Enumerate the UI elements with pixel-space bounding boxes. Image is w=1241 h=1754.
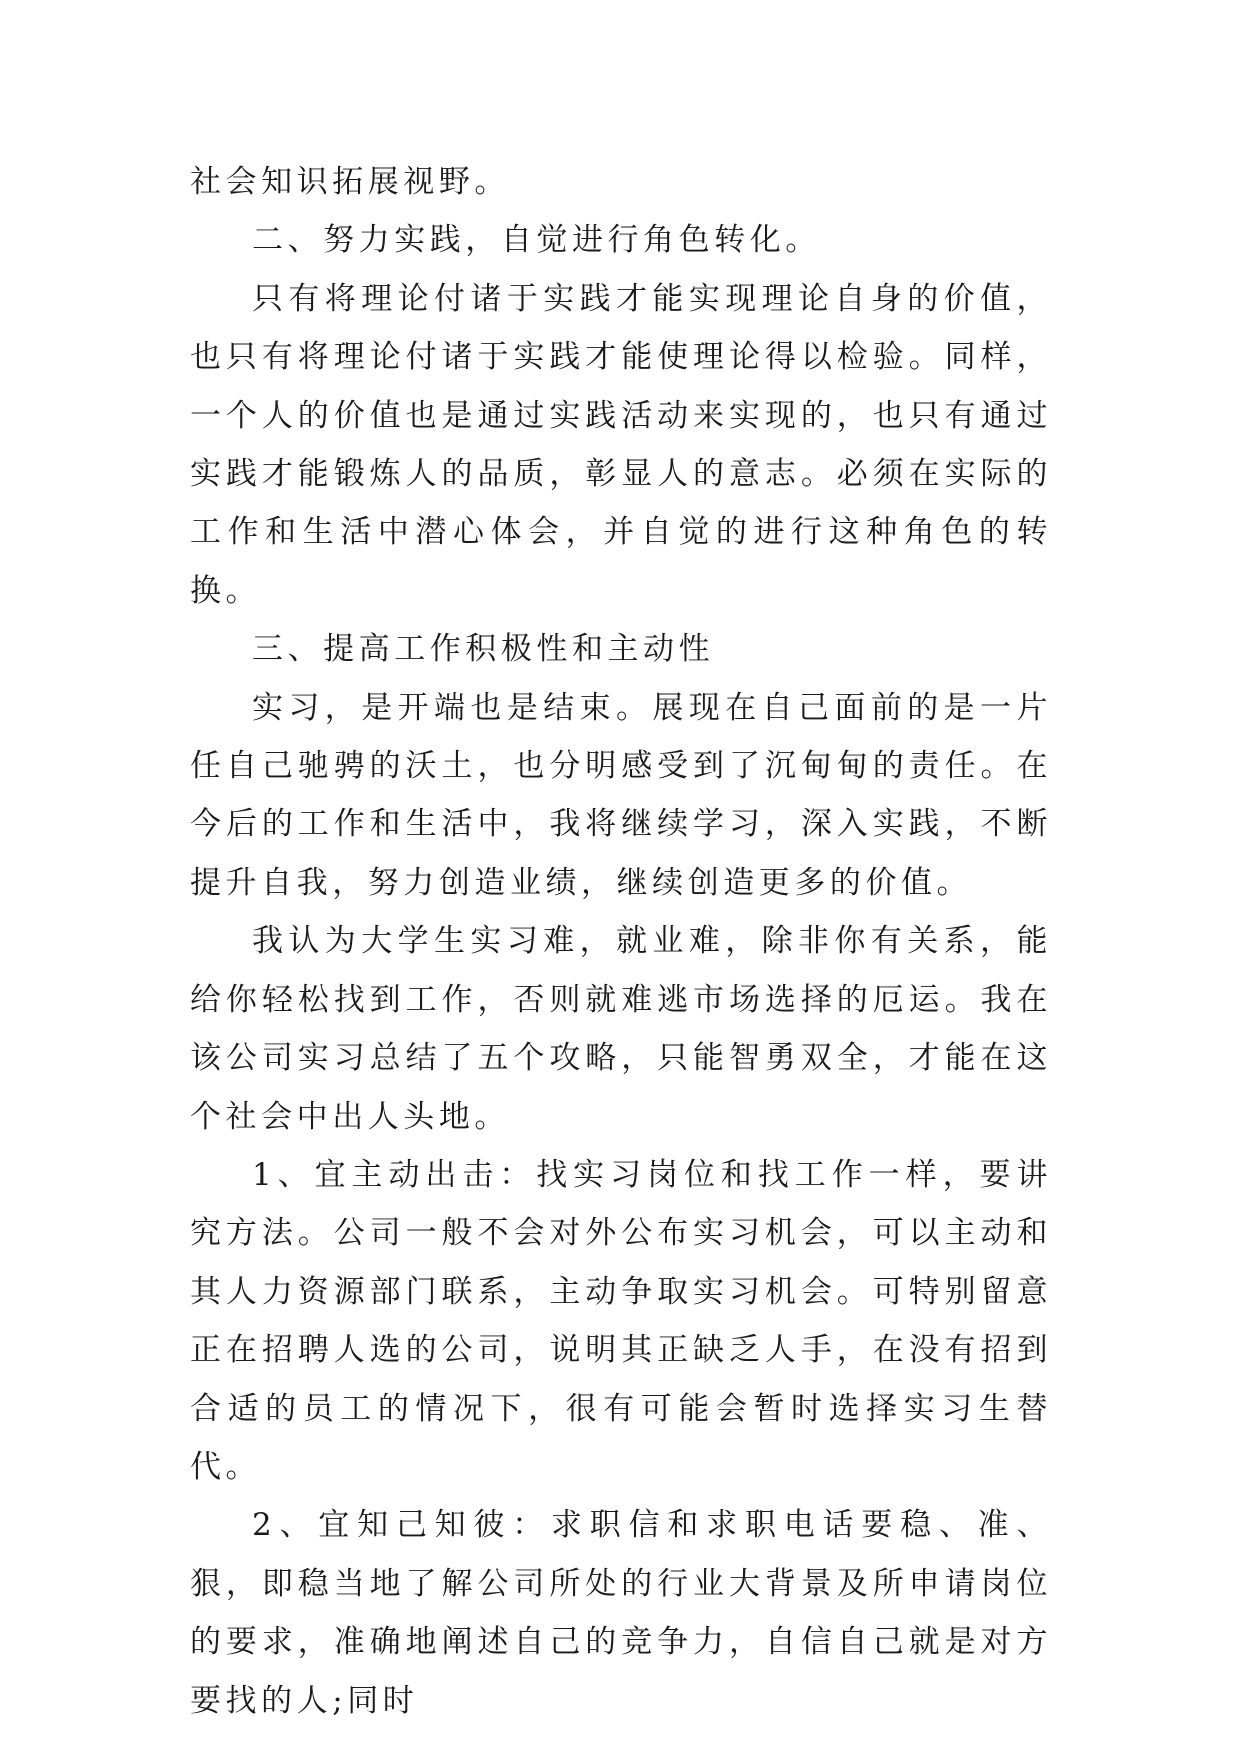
section-heading-3: 三、提高工作积极性和主动性 bbox=[252, 631, 715, 668]
paragraph-strategies-intro: 我认为大学生实习难，就业难，除非你有关系，能给你轻松找到工作，否则就难逃市场选择的厄运。我在该公司实习总结了五个攻略，只能智勇双全，才能在这个社会中出人头地。 bbox=[190, 923, 1052, 1135]
paragraph-strategy-1: 1、宜主动出击：找实习岗位和找工作一样，要讲究方法。公司一般不会对外公布实习机会，可以主动和其人力资源部门联系，主动争取实习机会。可特别留意正在招聘人选的公司，说明其正缺乏人手，在没有招到合适的员工的情况下，很有可能会暂时选择实习生替代。 bbox=[190, 1156, 1052, 1485]
paragraph-practice: 只有将理论付诸于实践才能实现理论自身的价值，也只有将理论付诸于实践才能使理论得以检验。同样，一个人的价值也是通过实践活动来实现的，也只有通过实践才能锻炼人的品质，彰显人的意志。必须在实际的工作和生活中潜心体会，并自觉的进行这种角色的转换。 bbox=[190, 280, 1052, 609]
paragraph-strategy-2: 2、宜知己知彼：求职信和求职电话要稳、准、狠，即稳当地了解公司所处的行业大背景及所申请岗位的要求，准确地阐述自己的竞争力，自信自己就是对方要找的人;同时 bbox=[190, 1507, 1052, 1719]
paragraph-continuation: 社会知识拓展视野。 bbox=[190, 164, 510, 200]
document-body bbox=[190, 153, 1052, 1730]
paragraph-internship: 实习，是开端也是结束。展现在自己面前的是一片任自己驰骋的沃土，也分明感受到了沉甸甸的责任。在今后的工作和生活中，我将继续学习，深入实践，不断提升自我，努力创造业绩，继续创造更多的价值。 bbox=[190, 689, 1052, 901]
section-heading-2: 二、努力实践，自觉进行角色转化。 bbox=[252, 222, 821, 259]
